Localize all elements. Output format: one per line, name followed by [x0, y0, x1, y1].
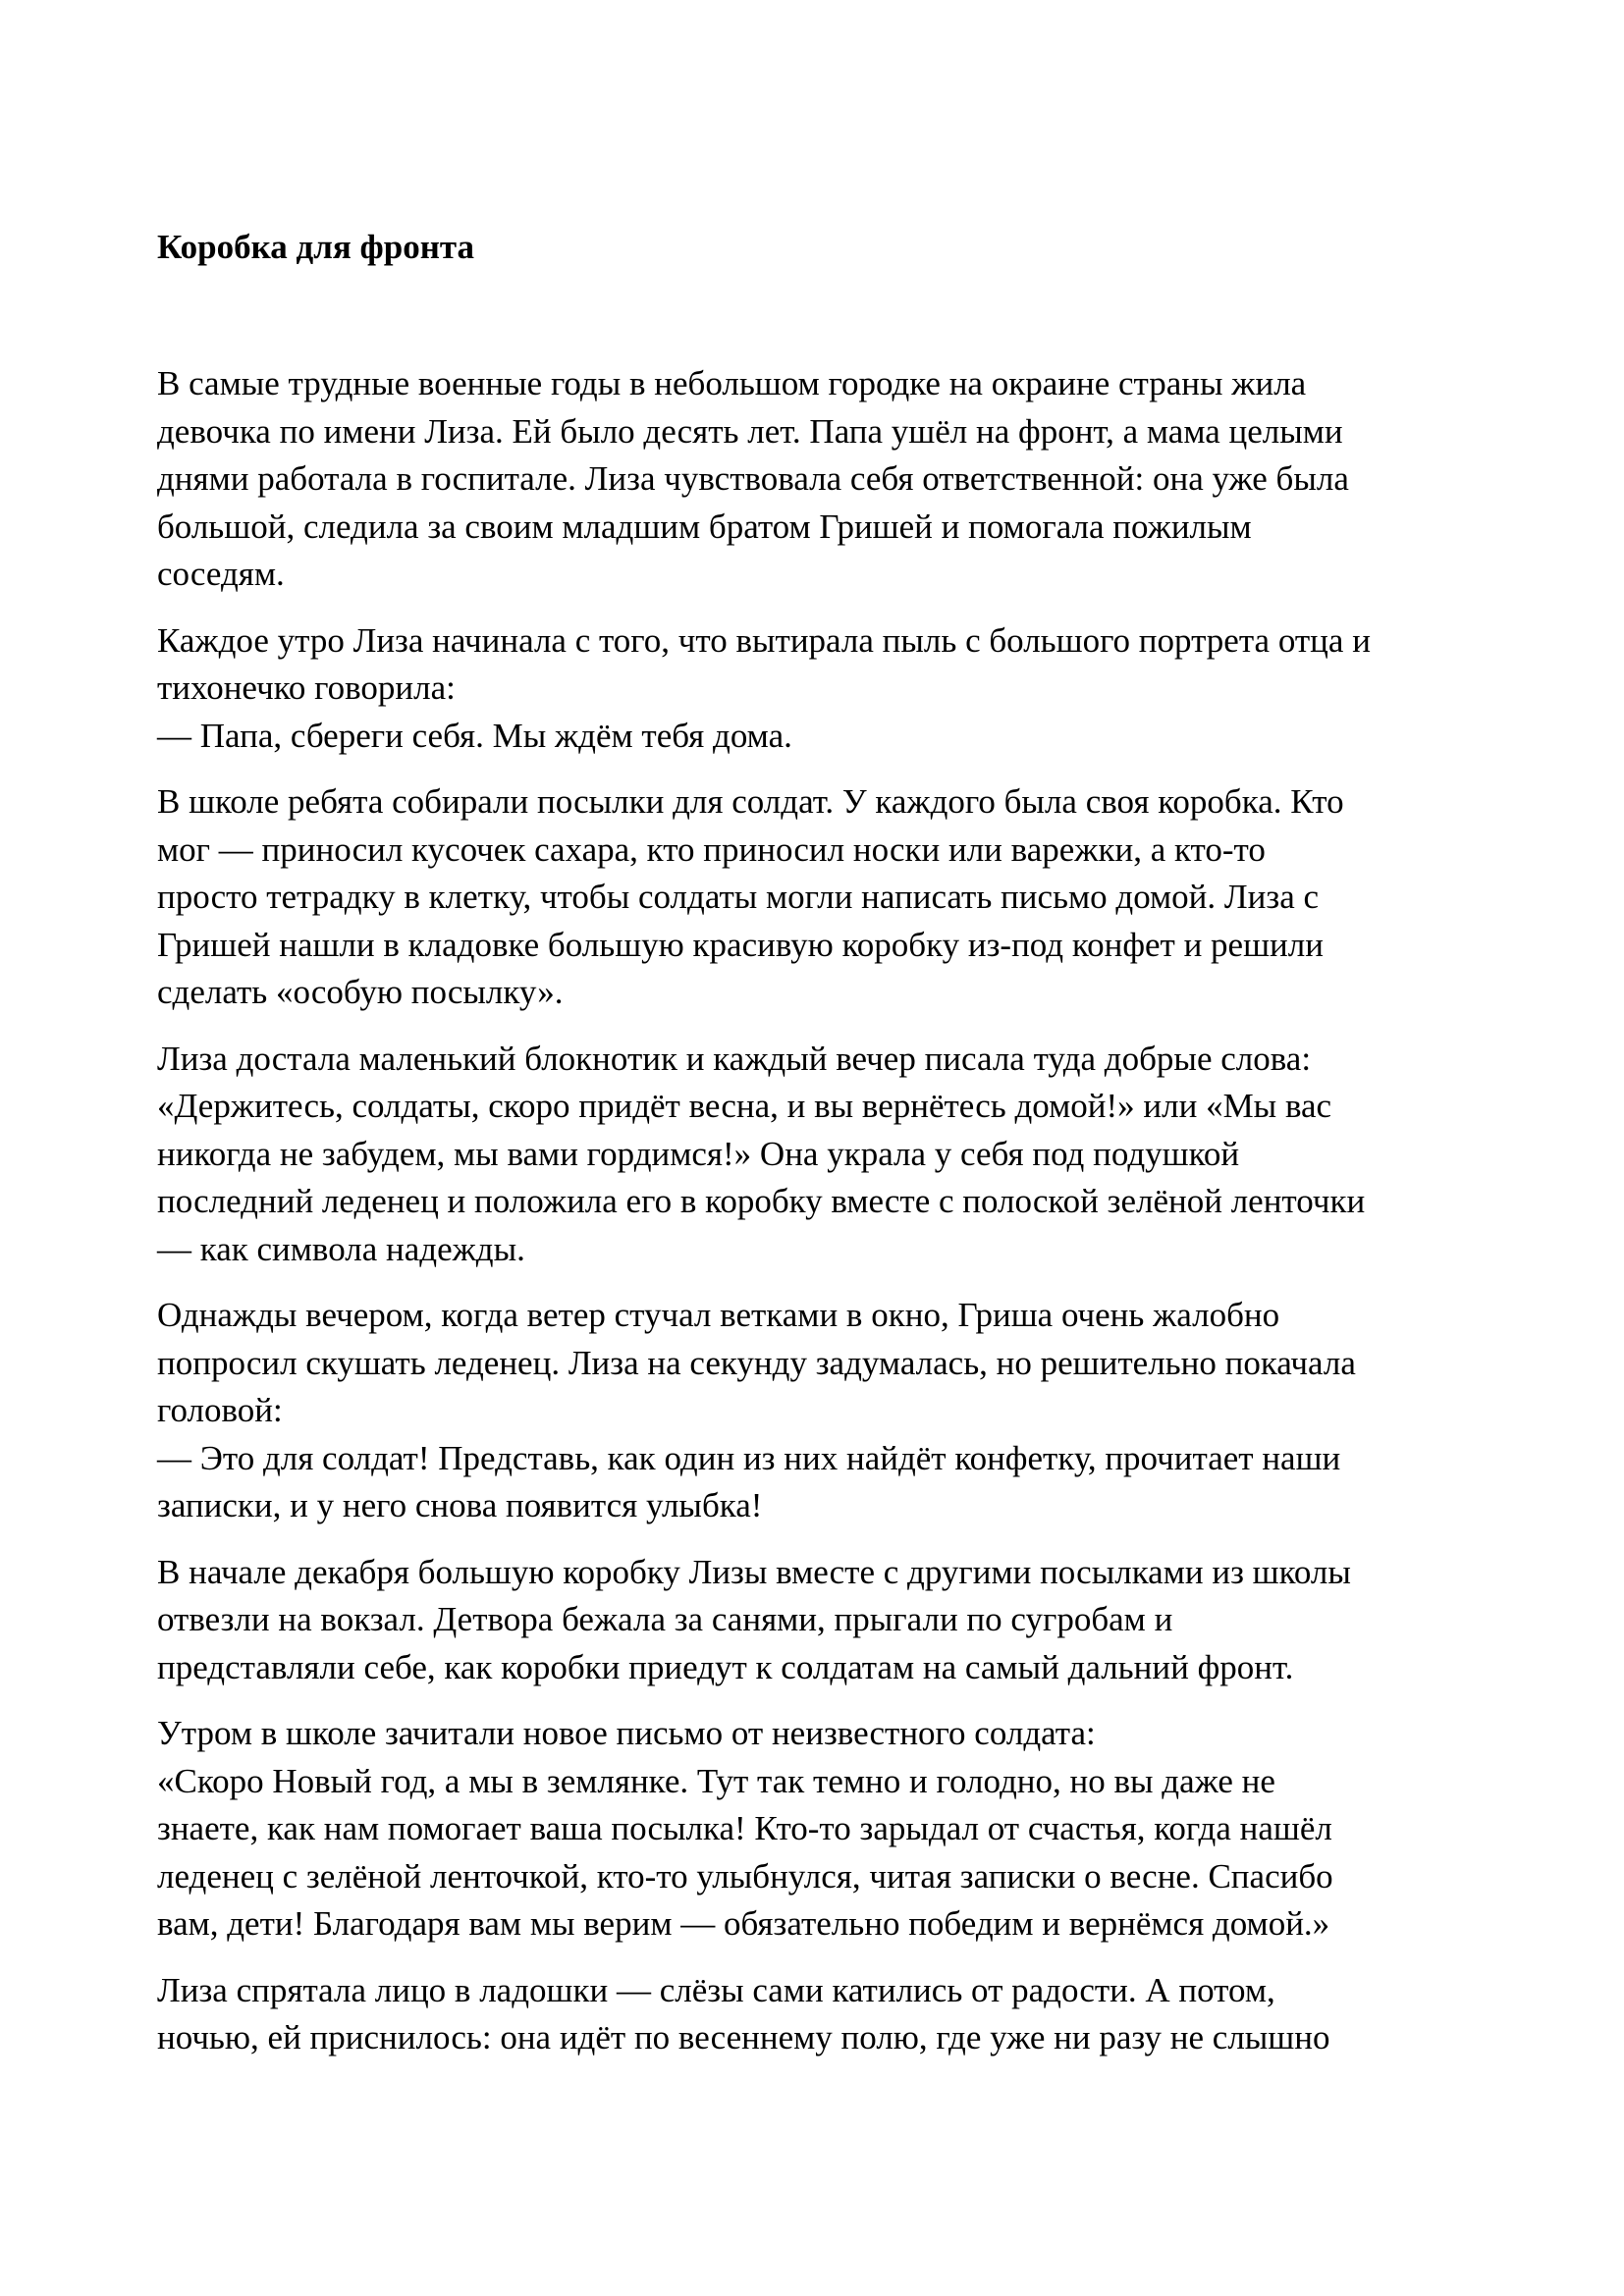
text-line: Лиза спрятала лицо в ладошки — слёзы сами катились от радости. А потом, — [157, 1970, 1275, 2009]
text-line: знаете, как нам помогает ваша посылка! Кто-то зарыдал от счастья, когда нашёл — [157, 1809, 1332, 1847]
paragraph-8 — [157, 1967, 1527, 2062]
paragraph-6 — [157, 1549, 1527, 1692]
text-line: — Папа, сбереги себя. Мы ждём тебя дома. — [157, 716, 792, 755]
text-line: мог — приносил кусочек сахара, кто приносил носки или варежки, а кто-то — [157, 829, 1266, 869]
text-line: попросил скушать леденец. Лиза на секунду задумалась, но решительно покачала — [157, 1343, 1356, 1382]
text-line: записки, и у него снова появится улыбка! — [157, 1486, 763, 1524]
text-line: большой, следила за своим младшим братом Гришей и помогала пожилым — [157, 507, 1252, 546]
text-line: просто тетрадку в клетку, чтобы солдаты могли написать письмо домой. Лиза с — [157, 878, 1320, 916]
text-line: В самые трудные военные годы в небольшом городке на окраине страны жила — [157, 364, 1307, 402]
text-line: ночью, ей приснилось: она идёт по весеннему полю, где уже ни разу не слышно — [157, 2018, 1330, 2056]
text-line: — как символа надежды. — [157, 1229, 525, 1268]
text-line: девочка по имени Лиза. Ей было десять лет. Папа ушёл на фронт, а мама целыми — [157, 411, 1343, 451]
text-line: Лиза достала маленький блокнотик и каждый вечер писала туда добрые слова: — [157, 1039, 1312, 1078]
document-body — [157, 360, 1527, 2062]
text-line: В школе ребята собирали посылки для солдат. У каждого была своя коробка. Кто — [157, 782, 1344, 821]
paragraph-3 — [157, 778, 1527, 1017]
text-line: последний леденец и положила его в коробку вместе с полоской зелёной ленточки — [157, 1182, 1366, 1220]
text-line: никогда не забудем, мы вами гордимся!» Она украла у себя под подушкой — [157, 1134, 1240, 1173]
text-line: В начале декабря большую коробку Лизы вместе с другими посылками из школы — [157, 1552, 1351, 1591]
paragraph-7 — [157, 1710, 1527, 1949]
text-line: тихонечко говорила: — [157, 668, 456, 707]
text-line: Гришей нашли в кладовке большую красивую коробку из-под конфет и решили — [157, 925, 1324, 964]
text-line: «Держитесь, солдаты, скоро придёт весна, и вы вернётесь домой!» или «Мы вас — [157, 1087, 1332, 1125]
text-line: днями работала в госпитале. Лиза чувствовала себя ответственной: она уже была — [157, 459, 1349, 498]
text-line: — Это для солдат! Представь, как один из них найдёт конфетку, прочитает наши — [157, 1438, 1341, 1477]
text-line: «Скоро Новый год, а мы в землянке. Тут так темно и голодно, но вы даже не — [157, 1761, 1275, 1800]
document-page — [157, 224, 1527, 2081]
text-line: представляли себе, как коробки приедут к солдатам на самый дальний фронт. — [157, 1647, 1294, 1686]
text-line: отвезли на вокзал. Детвора бежала за санями, прыгали по сугробам и — [157, 1600, 1173, 1638]
text-line: вам, дети! Благодаря вам мы верим — обязательно победим и вернёмся домой.» — [157, 1904, 1330, 1943]
text-line: леденец с зелёной ленточкой, кто-то улыбнулся, читая записки о весне. Спасибо — [157, 1856, 1333, 1896]
text-line: головой: — [157, 1391, 283, 1429]
paragraph-1 — [157, 360, 1527, 599]
text-line: Каждое утро Лиза начинала с того, что вытирала пыль с большого портрета отца и — [157, 620, 1371, 660]
paragraph-4 — [157, 1036, 1527, 1274]
text-line: Однажды вечером, когда ветер стучал ветками в окно, Гриша очень жалобно — [157, 1296, 1280, 1334]
text-line: соседям. — [157, 555, 285, 593]
text-line: Утром в школе зачитали новое письмо от неизвестного солдата: — [157, 1714, 1096, 1752]
paragraph-2 — [157, 617, 1527, 761]
text-line: сделать «особую посылку». — [157, 973, 564, 1011]
document-title: Коробка для фронта — [157, 228, 474, 266]
paragraph-5 — [157, 1292, 1527, 1530]
